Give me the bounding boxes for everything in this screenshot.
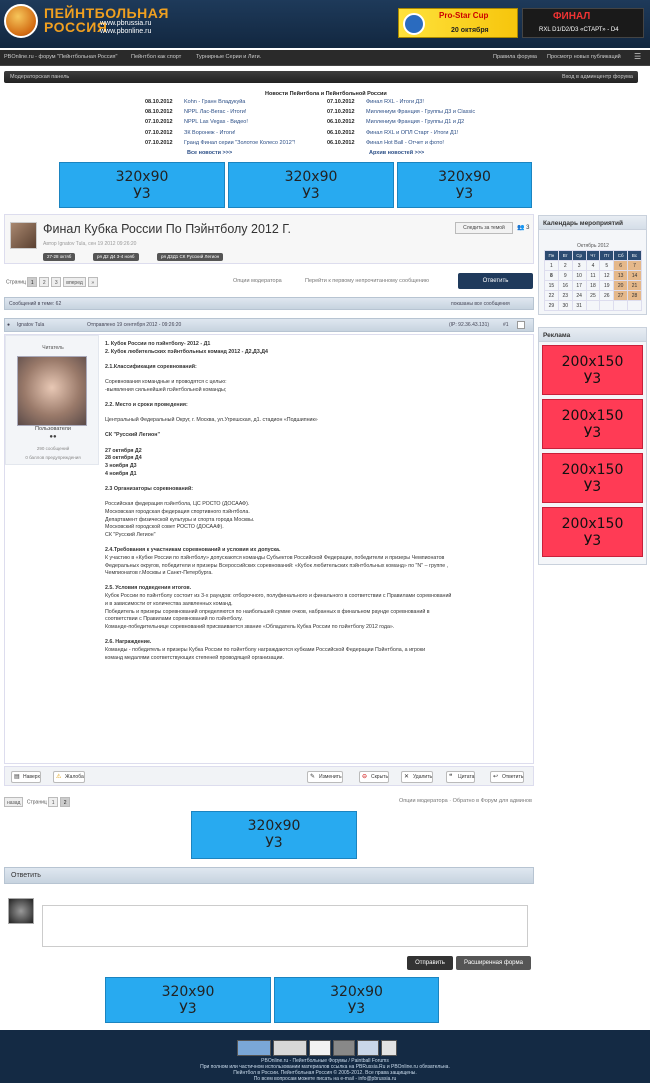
post-line: 2. Кубок любительских пэйнтбольных команд 2012 - Д2,Д3,Д4 [105, 348, 268, 355]
post-line: 27 октября Д2 [105, 447, 142, 454]
user-avatar[interactable] [17, 356, 87, 426]
calendar-day[interactable]: 14 [628, 271, 642, 281]
calendar-day[interactable]: 29 [545, 301, 559, 311]
counter-badge[interactable] [273, 1040, 307, 1056]
counter-badge[interactable] [309, 1040, 331, 1056]
news-item [327, 117, 475, 127]
page-link[interactable]: 2 [60, 797, 70, 807]
post-line: 3 ноября Д3 [105, 463, 137, 470]
user-warnings[interactable]: 0 баллов предупреждения [25, 455, 81, 460]
reply-icon: ↩ [493, 774, 499, 780]
footer-line: Пейнтбол в России. Пейнтбольная Россия © 2005-2012. Все права защищены. [233, 1070, 417, 1076]
news-link[interactable]: NPPL Las Vegas - Видео! [184, 119, 248, 126]
post-line: Команды - победитель и призеры Кубка России по пэйнтболу награждаются кубками Российской Федерации Пэйнтбола, а игроки [105, 646, 426, 653]
spacer [105, 372, 530, 380]
topic-tag[interactable]: ря Д2 Д4 3-4 нояб [93, 253, 139, 261]
footer-line: При полном или частичном использовании материалов ссылка на PBRussia.Ru и PBOnline.ru обязательна. [200, 1064, 450, 1070]
post-line: 2.5. Условия подведения итогов. [105, 585, 192, 592]
post-line: 2.4.Требования к участникам соревнований и условия их допуска. [105, 547, 281, 554]
edit-button[interactable]: ✎ Изменить [307, 771, 343, 783]
calendar-day[interactable]: 30 [558, 301, 572, 311]
calendar-day[interactable]: 28 [628, 291, 642, 301]
calendar-day[interactable]: 1 [545, 261, 559, 271]
warning-icon: ⚠ [56, 774, 62, 780]
topic-title: Финал Кубка России По Пэйнтболу 2012 Г. [43, 222, 292, 236]
page-link[interactable]: 1 [27, 277, 37, 287]
topic-tag[interactable]: 27-28 октяб [43, 253, 75, 261]
bottom-moderator-links[interactable]: Опции модератора · Обратно в Форум для админов [399, 798, 532, 804]
spacer [105, 425, 530, 433]
calendar-day[interactable]: 18 [586, 281, 600, 291]
news-link[interactable]: NPPL Лас-Вегас - Итоги! [184, 109, 247, 116]
ad-banner-320[interactable]: 320x90 У3 [191, 811, 357, 859]
calendar-title: Календарь мероприятий [539, 216, 646, 230]
reply-textarea[interactable] [42, 905, 528, 947]
news-link[interactable]: Kohn - Гранн Владукуйа [184, 99, 246, 105]
ad-banner-320[interactable]: 320x90 У3 [397, 162, 532, 208]
calendar-widget [538, 215, 647, 315]
calendar-day[interactable]: 31 [572, 301, 586, 311]
page-link[interactable]: 3 [51, 277, 61, 287]
hide-icon: ⊖ [362, 774, 368, 780]
ad-banner-320[interactable]: 320x90 У3 [274, 977, 439, 1023]
post-line: команд медалями соответствующих степеней проводящей организации. [105, 654, 284, 661]
news-item [145, 107, 295, 117]
post-line: 4 ноября Д1 [105, 470, 137, 477]
spacer [105, 440, 530, 448]
ad-banner-320[interactable]: 320x90 У3 [59, 162, 225, 208]
breadcrumb-series[interactable]: Турнирные Серии и Лиги. [196, 54, 262, 60]
calendar-day[interactable]: 5 [600, 261, 614, 271]
calendar-day[interactable]: 6 [614, 261, 628, 271]
spacer [105, 578, 530, 586]
breadcrumb-forum[interactable]: PBOnline.ru - форум "Пейнтбольная Россия" [4, 54, 118, 60]
ads-widget [538, 327, 647, 565]
calendar-weekday: Сб [614, 251, 628, 261]
calendar-day[interactable]: 9 [558, 271, 572, 281]
news-list-right [327, 97, 475, 148]
topic-author-avatar[interactable] [10, 222, 37, 249]
ad-banner-320[interactable]: 320x90 У3 [105, 977, 271, 1023]
pagination-bottom: назад Страниц 1 2 [4, 797, 72, 807]
topic-header [4, 214, 534, 264]
post-actions [4, 766, 534, 786]
quote-icon: ❝ [449, 774, 453, 780]
news-date: 07.10.2012 [327, 109, 355, 116]
calendar-week [545, 271, 642, 281]
forum-rules-link[interactable]: Правила форума [493, 54, 537, 60]
pagination-top: Страниц 1 2 3 вперед » [6, 277, 100, 287]
admin-center-link[interactable]: Вход в админцентр форума [562, 74, 633, 80]
post-status-icon: ● [7, 322, 11, 328]
post-line: и в зависимости от количества заявленных команд. [105, 600, 233, 607]
like-count[interactable]: 👥 3 [517, 225, 530, 231]
news-date: 06.10.2012 [327, 129, 355, 136]
calendar-day[interactable]: 11 [586, 271, 600, 281]
send-reply-button[interactable]: Отправить [407, 956, 453, 970]
header-banner-pro-star[interactable]: Pro-Star Cup 20 октября [398, 8, 518, 38]
post-line: 2.1.Классификация соревнований: [105, 363, 197, 370]
page-link[interactable]: 1 [48, 797, 58, 807]
post-line: К участию в «Кубке России по пэйнтболу» допускаются команды Субъектов Российской Федерации, победители и призеры Чемпионатов [105, 554, 445, 561]
follow-topic-button[interactable]: Следить за темой [455, 222, 513, 234]
archive-news-link[interactable]: Архив новостей >>> [369, 150, 425, 156]
show-posts-filter[interactable]: показаны все сообщения [451, 301, 510, 307]
news-item [327, 138, 475, 148]
calendar-day[interactable]: 8 [545, 271, 559, 281]
post-author-info [5, 335, 99, 465]
calendar-grid [544, 250, 642, 311]
calendar-day[interactable]: 26 [600, 291, 614, 301]
new-posts-link[interactable]: Просмотр новых публикаций [547, 54, 621, 60]
post-line: 1. Кубок России по пэйнтболу- 2012 - Д1 [105, 341, 211, 347]
post-line: Соревнования командные и проводятся с целью: [105, 379, 227, 386]
moderator-options-link[interactable]: Опции модератора [233, 278, 282, 284]
counter-badge[interactable] [237, 1040, 271, 1056]
post-line: Кубок России по пэйнтболу состоит из 3-х раундов: отборочного, полуфинального и финального в соответствии с Правилами соревнований [105, 593, 452, 600]
post-line: Российская федерация пэйнтбола, ЦС РОСТО (ДОСААФ). [105, 501, 250, 508]
calendar-weekday: Вс [628, 251, 642, 261]
post-line: СК "Русский Легион" [105, 531, 156, 538]
calendar-day[interactable]: 24 [572, 291, 586, 301]
calendar-weekday: Ср [572, 251, 586, 261]
advanced-form-button[interactable]: Расширенная форма [456, 956, 531, 970]
reply-section-header: Ответить [4, 867, 534, 884]
news-item [145, 138, 295, 148]
post [4, 334, 534, 764]
current-user-avatar [8, 898, 34, 924]
news-title: Новости Пейнтбола и Пейнтбольной России [265, 91, 387, 97]
counter-badge[interactable] [381, 1040, 397, 1056]
counter-badge[interactable] [357, 1040, 379, 1056]
calendar-day[interactable]: 12 [600, 271, 614, 281]
ads-title: Реклама [539, 328, 646, 342]
news-item [327, 97, 475, 107]
reply-button[interactable]: Ответить [458, 273, 533, 289]
news-link[interactable]: Миллениум Франция - Группы Д1 и Д2 [366, 119, 465, 126]
topic-meta: Автор Ignatov Tula, сен 19 2012 09:26:20 [43, 241, 137, 247]
calendar-month[interactable]: Октябрь 2012 [577, 243, 609, 249]
post-body [105, 341, 530, 662]
all-news-link[interactable]: Все новости >>> [187, 150, 233, 156]
post-select-checkbox[interactable] [517, 321, 525, 329]
calendar-day[interactable]: 13 [614, 271, 628, 281]
news-date: 07.10.2012 [327, 99, 355, 105]
ad-banner-200[interactable]: 200x150 У3 [542, 453, 643, 503]
post-number[interactable]: #1 [503, 322, 509, 328]
calendar-day[interactable]: 19 [600, 281, 614, 291]
calendar-week [545, 281, 642, 291]
post-line: Московская городская федерация спортивного пэйнтбола. [105, 508, 250, 515]
news-item [145, 97, 295, 107]
ad-banner-200[interactable]: 200x150 У3 [542, 399, 643, 449]
edit-icon: ✎ [310, 774, 316, 780]
post-line: 2.6. Награждение. [105, 639, 152, 646]
rank-dots: ●● [49, 434, 57, 440]
site-header [0, 0, 650, 48]
post-header [4, 318, 534, 332]
news-item [327, 107, 475, 117]
news-link[interactable]: ЗК Воронеж - Итоги! [184, 129, 236, 136]
hide-button[interactable]: ⊖ Скрыть [359, 771, 389, 783]
logo-icon[interactable] [4, 4, 38, 38]
news-date: 07.10.2012 [145, 119, 173, 126]
like-icon: 👥 [517, 225, 527, 231]
page-link[interactable]: 2 [39, 277, 49, 287]
ad-banner-200[interactable]: 200x150 У3 [542, 345, 643, 395]
spacer [105, 356, 530, 364]
posts-count-bar: Сообщений в теме: 62 показаны все сообщения [4, 297, 534, 310]
prev-page-link[interactable]: назад [4, 797, 23, 807]
post-line: соответствии с Правилами соревнований по пэйнтболу. [105, 616, 243, 623]
calendar-weekday: Пт [600, 251, 614, 261]
menu-icon[interactable]: ☰ [634, 52, 642, 61]
spacer [105, 478, 530, 486]
spacer [105, 632, 530, 640]
footer-line: По всем вопросам можете писать на e-mail - info@pbrussia.ru [253, 1076, 397, 1082]
post-line: Федеральных округов, победители и призеры Всероссийских соревнований: «Кубок любительских пэйнтбольных команд» по "N" – группе , [105, 562, 449, 569]
calendar-day [600, 301, 614, 311]
calendar-weekday: Пн [545, 251, 559, 261]
site-logo-title[interactable]: ПЕЙНТБОЛЬНАЯ РОССИЯ [44, 5, 169, 35]
header-banner-final[interactable]: ФИНАЛ RXL D1/D2/D3 «СТАРТ» - D4 [522, 8, 644, 38]
news-link[interactable]: Финал RXL - Итоги Д3! [366, 99, 424, 105]
breadcrumb [0, 50, 650, 66]
calendar-day[interactable]: 16 [558, 281, 572, 291]
calendar [544, 243, 642, 311]
footer-line: PBOnline.ru - Пейнтбольные Форумы / Paintball Forums [261, 1058, 389, 1064]
calendar-day[interactable]: 7 [628, 261, 642, 271]
news-item [145, 128, 295, 138]
post-line: 2.3 Организаторы соревнований: [105, 485, 193, 492]
news-date: 07.10.2012 [145, 139, 173, 146]
post-author-link[interactable]: Ignatov Tula [17, 322, 45, 328]
user-rank: Читатель [42, 345, 64, 351]
calendar-day[interactable]: 22 [545, 291, 559, 301]
calendar-week [545, 261, 642, 271]
news-link[interactable]: Миллениум Франция - Группы Д3 и Classic [366, 109, 476, 116]
post-line: Департамент физической культуры и спорта города Москвы. [105, 516, 255, 523]
news-list-left [145, 97, 295, 148]
calendar-week [545, 301, 642, 311]
calendar-weekdays [545, 251, 642, 261]
delete-button[interactable]: ✕ Удалить [401, 771, 433, 783]
first-unread-link[interactable]: Перейти к первому непрочитанному сообщению [305, 278, 430, 284]
report-button[interactable]: ⚠ Жалоба [53, 771, 85, 783]
calendar-day[interactable]: 23 [558, 291, 572, 301]
news-link[interactable]: Финал Hot Ball - Отчет и фото! [366, 139, 444, 146]
calendar-day [628, 301, 642, 311]
post-line: СК "Русский Легион" [105, 432, 160, 439]
breadcrumb-sport[interactable]: Пейнтбол как спорт [131, 54, 182, 60]
post-line: 2.2. Место и сроки проведения: [105, 402, 188, 409]
user-group: Пользователи [35, 426, 71, 432]
post-line: Центральный Федеральный Округ, г. Москва, ул.Угрешская, д1. стадион «Подшипник» [105, 417, 318, 424]
news-date: 08.10.2012 [145, 109, 173, 116]
calendar-day[interactable]: 15 [545, 281, 559, 291]
user-post-count: 290 сообщений [36, 446, 70, 451]
post-date: Отправлено 19 сентября 2012 - 09:26:20 [87, 322, 182, 328]
calendar-day [586, 301, 600, 311]
calendar-day[interactable]: 25 [586, 291, 600, 301]
news-date: 07.10.2012 [145, 129, 173, 136]
calendar-week [545, 291, 642, 301]
ad-banner-320[interactable]: 320x90 У3 [228, 162, 394, 208]
news-date: 08.10.2012 [145, 99, 173, 105]
post-ip: (IP: 92.36.43.131) [449, 322, 490, 328]
news-item [327, 128, 475, 138]
calendar-day[interactable]: 2 [558, 261, 572, 271]
scroll-up-button[interactable]: ▤ Наверх [11, 771, 41, 783]
topic-tag[interactable]: ря Д3Д1 СК Русский Легион [157, 253, 223, 261]
news-date: 06.10.2012 [327, 119, 355, 126]
counter-badge[interactable] [333, 1040, 355, 1056]
next-page-link[interactable]: вперед [63, 277, 86, 287]
post-line: Команде-победительнице соревнований присваивается звание «Обладатель Кубка России по пэйнтболу 2012 года». [105, 623, 395, 630]
calendar-day[interactable]: 17 [572, 281, 586, 291]
ad-banner-200[interactable]: 200x150 У3 [542, 507, 643, 557]
calendar-day[interactable]: 27 [614, 291, 628, 301]
site-footer [0, 1030, 650, 1083]
post-line: -выявления сильнейшей пэйнтбольной команды; [105, 386, 227, 393]
spacer [105, 395, 530, 403]
calendar-weekday: Чт [586, 251, 600, 261]
calendar-day[interactable]: 21 [628, 281, 642, 291]
calendar-day[interactable]: 20 [614, 281, 628, 291]
delete-icon: ✕ [404, 774, 410, 780]
last-page-link[interactable]: » [88, 277, 98, 287]
reply-post-button[interactable]: ↩ Ответить [490, 771, 524, 783]
page-icon: ▤ [14, 774, 20, 780]
post-line: Московский городской совет РОСТО (ДОСААФ). [105, 524, 224, 531]
post-line: Победитель и призеры соревнований определяются по наибольшей сумме очков, набранных в финальном раунде соревнований в [105, 608, 430, 615]
moderator-panel-link[interactable]: Модераторская панель [10, 74, 70, 80]
calendar-day[interactable]: 3 [572, 261, 586, 271]
news-date: 06.10.2012 [327, 139, 355, 146]
calendar-weekday: Вт [558, 251, 572, 261]
calendar-day[interactable]: 4 [586, 261, 600, 271]
calendar-day[interactable]: 10 [572, 271, 586, 281]
post-line: Чемпионатов г.Москвы и Санкт-Петербурга. [105, 570, 213, 577]
news-link[interactable]: Гранд Финал серии "Золотое Колесо 2012"! [184, 139, 296, 146]
logo-urls: www.pbrussia.ru www.pbonline.ru [100, 20, 152, 35]
calendar-day [614, 301, 628, 311]
banner-emblem-icon [403, 13, 425, 35]
moderator-bar [4, 71, 638, 83]
post-line: 28 октября Д4 [105, 455, 142, 462]
quote-button[interactable]: ❝ Цитата [446, 771, 475, 783]
news-item [145, 117, 295, 127]
news-link[interactable]: Финал RXL и ОПЛ Старт - Итоги Д1! [366, 129, 459, 136]
